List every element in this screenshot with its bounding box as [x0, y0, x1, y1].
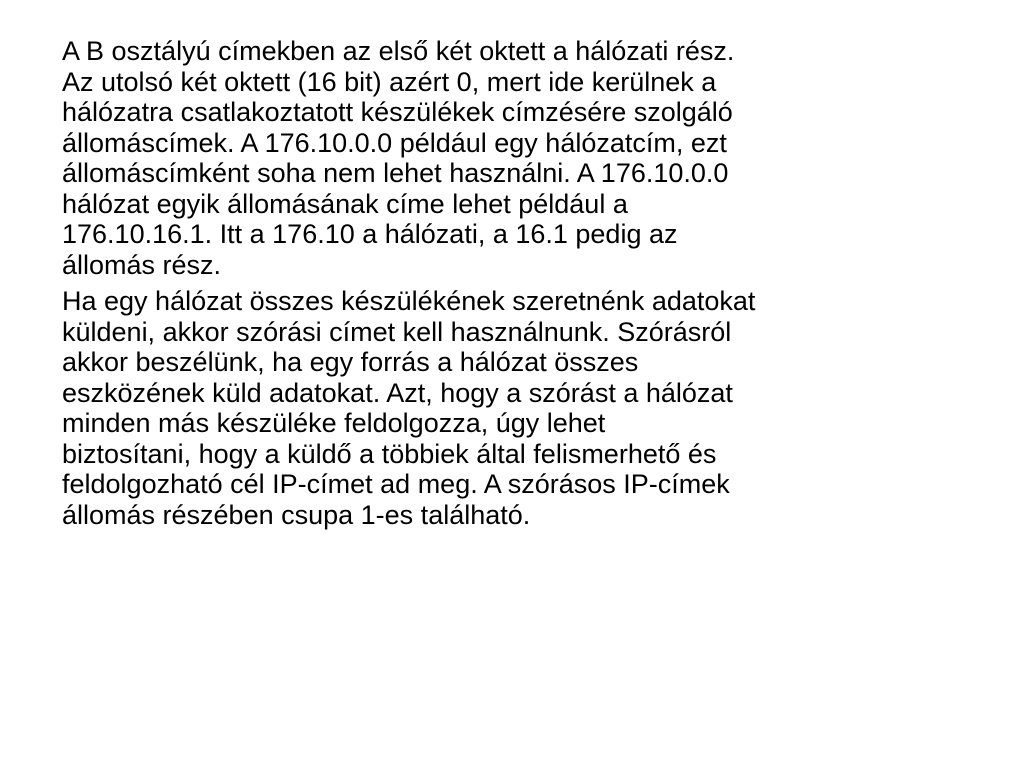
- paragraph-class-b-addresses: [62, 36, 982, 280]
- text-line: biztosítani, hogy a küldő a többiek által felismerhető és: [62, 438, 717, 469]
- text-line: A B osztályú címekben az első két oktett a hálózati rész.: [62, 36, 735, 66]
- text-line: Ha egy hálózat összes készülékének szeretnénk adatokat: [62, 286, 756, 316]
- slide-body: [62, 36, 982, 536]
- text-line: akkor beszélünk, ha egy forrás a hálózat összes: [62, 347, 639, 377]
- text-line: Az utolsó két oktett (16 bit) azért 0, mert ide kerülnek a: [62, 66, 717, 97]
- text-line: állomáscímek. A 176.10.0.0 például egy hálózatcím, ezt: [62, 127, 727, 158]
- text-line: 176.10.16.1. Itt a 176.10 a hálózati, a 16.1 pedig az: [62, 219, 678, 249]
- text-line: állomás rész.: [62, 249, 222, 280]
- text-line: minden más készüléke feldolgozza, úgy lehet: [62, 408, 606, 438]
- text-line: hálózatra csatlakoztatott készülékek címzésére szolgáló: [62, 97, 733, 127]
- text-line: állomáscímként soha nem lehet használni. A 176.10.0.0: [62, 158, 729, 188]
- text-line: hálózat egyik állomásának címe lehet például a: [62, 188, 628, 219]
- text-line: feldolgozható cél IP-címet ad meg. A szórásos IP-címek: [62, 469, 730, 499]
- text-line: állomás részében csupa 1-es található.: [62, 499, 531, 530]
- text-line: eszközének küld adatokat. Azt, hogy a szórást a hálózat: [62, 377, 733, 408]
- paragraph-broadcast-addresses: [62, 286, 982, 530]
- text-line: küldeni, akkor szórási címet kell használnunk. Szórásról: [62, 316, 732, 347]
